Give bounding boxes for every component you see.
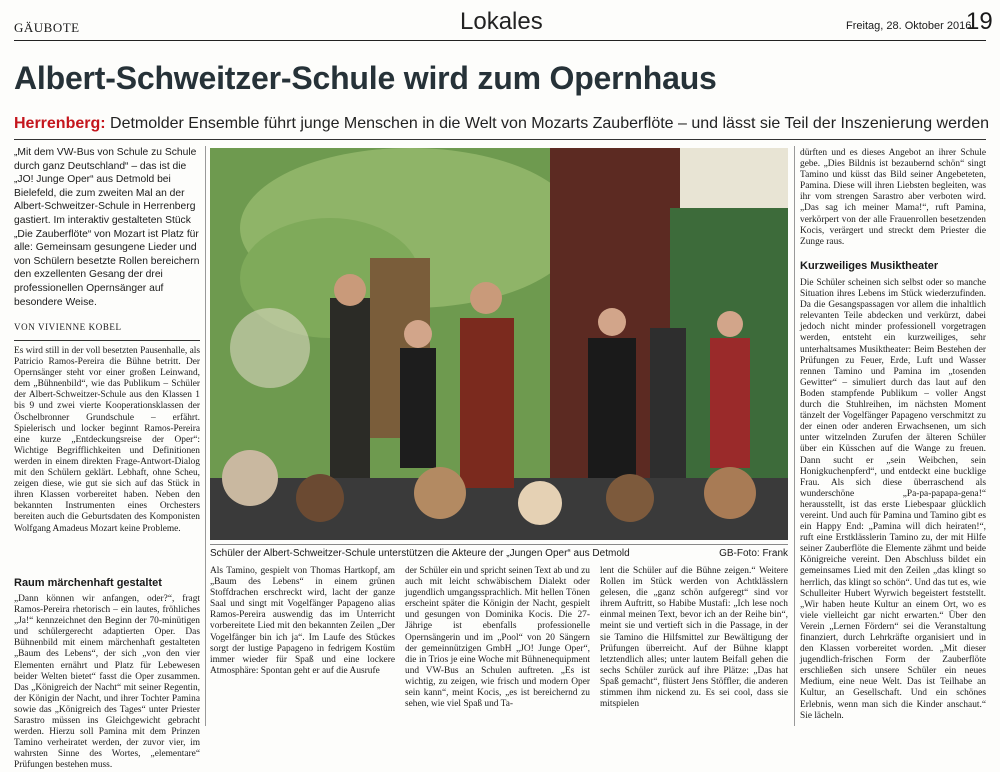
masthead <box>14 6 993 41</box>
dateline-city: Herrenberg: <box>14 115 106 132</box>
body-column-5b: Die Schüler scheinen sich selbst oder so manche Situation ihres Lebens im Stück wiederzufinden. Da die Gesangspassagen vor allem die inhaltlich relevanten Teile abdecken und verkürzt, dabei jedoch nicht minder professionell vorgetragen werden, entsteht ein kurzweiliges, sehr unterhaltsames Musiktheater: Beim Bestehen der Prüfungen zu Feuer, Erde, Luft und Wasser rennen Tamino und Pamina im „tosenden Gewitter“ – simuliert durch das laut auf den Boden stampfende Publikum – voller Angst durch die Stuhlreihen, im nächsten Moment tänzelt der Vogelfänger Papageno verschmitzt zu der einen oder anderen Erwachsenen, um sich unter witzelnden Zurufen der älteren Schüler über ein Küsschen auf die Wange zu freuen. Dann sucht er „sein Weibchen, sein Honigkuchenpferd“, und entdeckt eine bucklige Frau. Als sich diese überraschend als wunderschöne „Pa-pa-papapa-gena!“ herausstellt, ist das erste Liebespaar glücklich vereint. Und auch für Pamina und Tamino gibt es ein Happy End: „Pamina will dich heiraten!“, ruft eine Erstklässlerin Tamino zu, der mit Hilfe seiner Zauberflöte die Elemente zähmt und beide Königreiche vereint. Den Abschluss bildet ein gemeinsames Lied mit den Zeilen „das klingt so herrlich, das klingt so schön“. Und das tut es, wie Schulleiter Hubert Wyrwich begeistert feststellt. „Wir haben heute Kultur an einem Ort, wo es viele vielleicht gar nicht erwarten.“ Über den Verein „Lernen Fördern“ sei die Veranstaltung finanziert, durch Lehrkräfte organisiert und in den Klassen vorbereitet worden. „Mit dieser jugendlich-frischen Form der Zauberflöte erschließen sich unsere Schüler ein neues Medium, eine neue Welt. Das ist Teilhabe an Kultur, an Gesellschaft. Und ein schönes Erlebnis, wenn man sich die Kinder anschaut.“ Sie lächeln. <box>800 278 986 721</box>
article-subheadline <box>14 115 989 133</box>
body-column-3: der Schüler ein und spricht seinen Text ab und zu auch mit leicht schwäbischem Dialekt oder jugendlich umgangssprachlich. Mit hellen Tönen erscheint später die Königin der Nacht, gespielt und gesungen von Dominika Kocis. Die 27-Jährige ist ebenfalls professionelle Opernsängerin und im „Pool“ von 20 Sängern der gemeinnützigen GmbH „JO! Junge Oper“, die in Trios je eine Woche mit Bühnenequipment und VW-Bus an Schulen auftreten. „Es ist wichtig, zu zeigen, wie frisch und modern Oper sein kann“, meint Kocis, „es ist bereichernd zu sehen, wie viel Spaß und Ta- <box>405 566 590 710</box>
column-divider <box>794 146 795 726</box>
header-rule <box>14 139 986 140</box>
issue-date: Freitag, 28. Oktober 2016 <box>846 20 972 32</box>
body-column-1b: „Dann können wir anfangen, oder?“, fragt Ramos-Pereira rhetorisch – ein lautes, fröhliches „Ja!“ kennzeichnet den Beginn der 70-minütigen und schülergerecht adaptierten Oper. Das Bühnenbild mit einem märchenhaft gestalteten „Baum des Lebens“, der sich „von den vier Elementen ernährt und Platz für Lebewesen beider Welten bietet“ fasst die Oper zusammen. Das „Königreich der Nacht“ mit seiner Regentin, der Königin der Nacht, und ihrer Tochter Pamina sowie das „Königreich des Tages“ unter Priester Sarastro müssen ins Gleichgewicht gebracht werden. Hierzu soll Pamina mit dem Prinzen Tamino verheiratet werden, der zuvor vier, im wahrsten Sinne des Wortes, „elementare“ Prüfungen bestehen muss. <box>14 594 200 771</box>
page-number: 19 <box>966 8 993 35</box>
byline: VON VIVIENNE KOBEL <box>14 322 122 332</box>
byline-rule <box>14 340 200 341</box>
article-photo <box>210 148 788 540</box>
body-column-4: lent die Schüler auf die Bühne zeigen.“ Weitere Rollen im Stück werden von Achtklässlern gelesen, die „ganz schön aufgeregt“ sind vor ihrem Auftritt, so Habibe Mustafi: „Ich lese noch einmal meinen Text, bevor ich an der Reihe bin“, meint sie und vertieft sich in die Passage, in der sie Tamino die Hilfsmittel zur Bewältigung der Prüfungen überreicht. Auf der Bühne klappt letztendlich alles; unter lautem Beifall gehen die sechs Schüler zurück auf ihre Plätze: „Das hat Spaß gemacht“, flüstert Jens Stöffler, die anderen stimmen ihm nickend zu. Es sei cool, dass sie mitspielen <box>600 566 788 710</box>
subheading-musiktheater: Kurzweiliges Musiktheater <box>800 260 939 272</box>
body-column-5: dürften und es dieses Angebot an ihrer Schule gebe. „Dies Bildnis ist bezaubernd schön“ singt Tamino und küsst das Bild seiner Angebeteten, Pamina. Diese will ihren Liebsten begleiten, was ihr vom strengen Sarastro aber verboten wird. „Das sag ich meiner Mama!“, ruft Pamina, verkörpert von der alle Frauenrollen besetzenden Kocis, verärgert und streckt dem Priester die Zunge raus. <box>800 148 986 247</box>
article-headline: Albert-Schweitzer-Schule wird zum Opernhaus <box>14 60 717 96</box>
body-column-1: Es wird still in der voll besetzten Pausenhalle, als Patricio Ramos-Pereira die Bühne betritt. Der Opernsänger steht vor einer großen Leinwand, dem „Bühnenbild“, wie das Publikum – Schüler der Albert-Schweitzer-Schule aus den Klassen 1 bis 9 und zwei vierte Kooperationsklassen der Öschelbronner Grundschule – erfährt. Spielerisch und locker beginnt Ramos-Pereira eine kurze „Entdeckungsreise der Oper“: Wichtige Begrifflichkeiten und Definitionen werden in einem direkten Frage-Antwort-Dialog mit den Schülern geklärt. Lebhaft, ohne Scheu, zeigen diese, wie gut sie sich auf das Stück in ihren Klassen vorbereitet haben. Neben den bekannten Instrumenten eines Orchesters bereiten auch die Geburtsdaten des Komponisten Wolfgang Amadeus Mozart keine Probleme. <box>14 346 200 534</box>
body-column-2: Als Tamino, gespielt von Thomas Hartkopf, am „Baum des Lebens“ in einem grünen Stoffdrachen erschreckt wird, lacht der ganze Saal und singt mit Vogelfänger Papageno alias Ramos-Pereira auswendig das im Unterricht vorbereitete Lied mit den bekannten Zeilen „Der Vogelfänger bin ich ja“. Im Laufe des Stückes sorgt der lustige Papageno in fedrigem Kostüm immer wieder für Spaß und eine lockere Atmosphäre: Spontan geht er auf die Ausrufe <box>210 566 395 676</box>
caption-text: Schüler der Albert-Schweitzer-Schule unterstützen die Akteure der „Jungen Oper“ aus Detmold <box>210 548 630 559</box>
section-title: Lokales <box>460 8 543 35</box>
opera-stage-photo <box>210 148 788 540</box>
subheading-raum: Raum märchenhaft gestaltet <box>14 577 162 589</box>
photo-caption <box>210 544 788 564</box>
photo-credit: GB-Foto: Frank <box>719 548 788 559</box>
subheadline-text: Detmolder Ensemble führt junge Menschen in die Welt von Mozarts Zauberflöte – und lässt sie Teil der Inszenierung werden <box>110 115 990 132</box>
newspaper-brand: GÄUBOTE <box>14 20 80 35</box>
column-divider <box>205 146 206 726</box>
article-intro: „Mit dem VW-Bus von Schule zu Schule durch ganz Deutschland“ – das ist die „JO! Junge Oper“ aus Detmold bei Bielefeld, die zum zweiten Mal an der Albert-Schweitzer-Schule in Herrenberg gastiert. Im interaktiv gestalteten Stück „Die Zauberflöte“ von Mozart ist Platz für alle: Gemeinsam gesungene Lieder und von Schülern besetzte Rollen bereichern den exzellenten Gesang der drei professionellen Opernsänger auf besondere Weise. <box>14 147 200 308</box>
